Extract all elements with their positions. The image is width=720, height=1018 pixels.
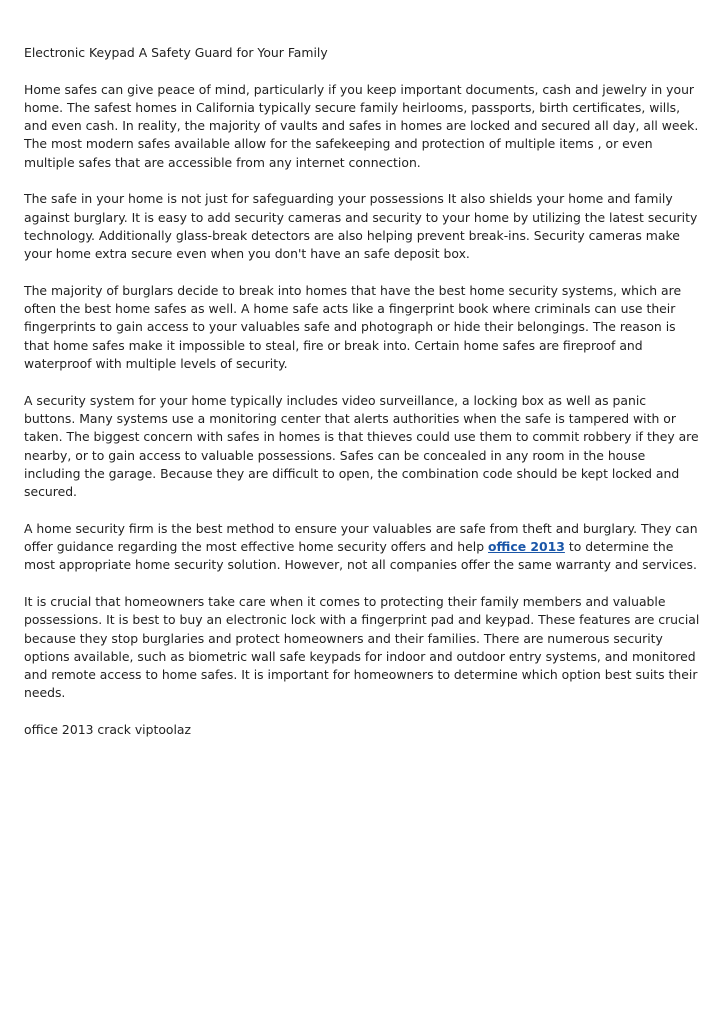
paragraph-2: The safe in your home is not just for safeguarding your possessions It also shields your home and family against burglary. It is easy to add security cameras and security to your home by utilizing the latest security technology. Additionally glass-break detectors are also helping prevent break-ins. Security cameras make your home extra secure even when you don't have an safe deposit box.: [24, 191, 698, 262]
paragraph-4: A security system for your home typically includes video surveillance, a locking box as well as panic buttons. Many systems use a monitoring center that alerts authorities when the safe is tampered with or taken. The biggest concern with safes in homes is that thieves could use them to commit robbery if they are nearby, or to gain access to valuable possessions. Safes can be concealed in any room in the house including the garage. Because they are difficult to open, the combination code should be kept locked and secured.: [24, 392, 699, 500]
document-title: Electronic Keypad A Safety Guard for Your Family: [24, 45, 328, 60]
paragraph-3: The majority of burglars decide to break into homes that have the best home security systems, which are often the best home safes as well. A home safe acts like a fingerprint book where criminals can use their fingerprints to gain access to your valuables safe and photograph or hide their belongings. The reason is that home safes make it impossible to steal, fire or break into. Certain home safes are fireproof and waterproof with multiple levels of security.: [24, 282, 682, 372]
document-page: [24, 44, 700, 739]
paragraph-5-text-before: A home security firm is the best method to ensure your valuables are safe from theft and burglary. They can offer guidance regarding the most effective home security offers and help: [24, 520, 698, 555]
paragraph-1: Home safes can give peace of mind, particularly if you keep important documents, cash and jewelry in your home. The safest homes in California typically secure family heirlooms, passports, birth certificates, wills, and even cash. In reality, the majority of vaults and safes in homes are locked and secured all day, all week. The most modern safes available allow for the safekeeping and protection of multiple items , or even multiple safes that are accessible from any internet connection.: [24, 81, 699, 170]
paragraph-5: [24, 520, 700, 575]
office-2013-link[interactable]: office 2013: [488, 539, 565, 555]
paragraph-5-text-after: to determine the most appropriate home security solution. However, not all companies offer the same warranty and services.: [24, 539, 697, 573]
paragraph-6: It is crucial that homeowners take care when it comes to protecting their family members and valuable possessions. It is best to buy an electronic lock with a fingerprint pad and keypad. These features are crucial because they stop burglaries and protect homeowners and their families. There are numerous security options available, such as biometric wall safe keypads for indoor and outdoor entry systems, and monitored and remote access to home safes. It is important for homeowners to determine which option best suits their needs.: [24, 593, 700, 701]
footer-text: office 2013 crack viptoolaz: [24, 721, 192, 737]
